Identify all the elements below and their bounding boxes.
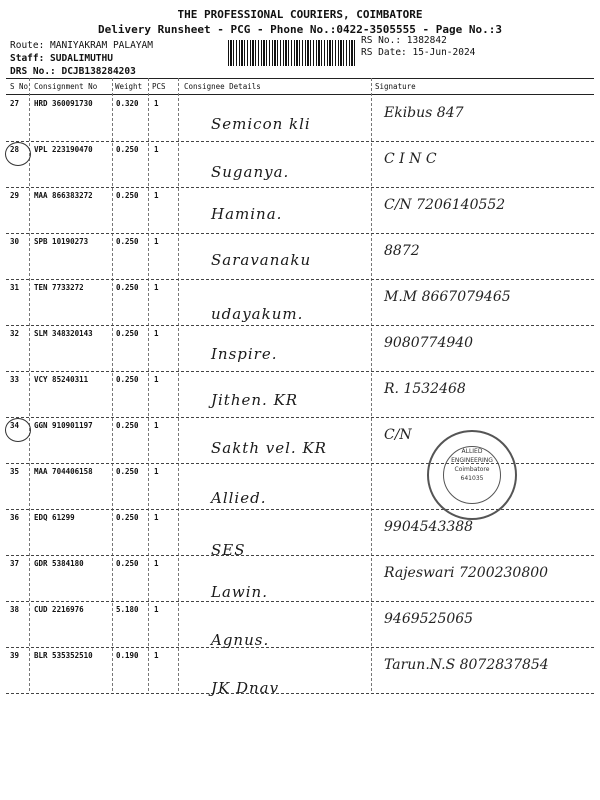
col-header-consignee: Consignee Details [184, 82, 261, 91]
col-header-sno: S No [10, 82, 29, 91]
row-consignee: Sakth vel. KR [211, 439, 327, 457]
row-signature: C I N C [384, 151, 437, 167]
row-weight: 0.250 [116, 237, 139, 246]
row-signature: C/N 7206140552 [384, 197, 506, 213]
row-pcs: 1 [154, 375, 159, 384]
row-consignment-no: HRD 360091730 [34, 99, 93, 108]
row-pcs: 1 [154, 145, 159, 154]
table-row [6, 141, 594, 188]
row-sno: 32 [10, 329, 20, 338]
row-signature: C/N [384, 427, 412, 443]
table-row [6, 371, 594, 418]
col-header-signature: Signature [375, 82, 416, 91]
rs-date: RS Date: 15-Jun-2024 [361, 47, 476, 58]
row-weight: 0.320 [116, 99, 139, 108]
row-consignee: Jithen. KR [211, 391, 299, 409]
row-pcs: 1 [154, 283, 159, 292]
table-row [6, 325, 594, 372]
row-weight: 0.250 [116, 559, 139, 568]
row-weight: 0.250 [116, 421, 139, 430]
table-row [6, 509, 594, 559]
row-consignee: Hamina. [211, 205, 283, 223]
row-consignee: SES [211, 541, 246, 559]
row-consignment-no: SLM 348320143 [34, 329, 93, 338]
company-stamp [427, 430, 517, 520]
row-sno: 36 [10, 513, 20, 522]
row-weight: 5.180 [116, 605, 139, 614]
col-header-consignment: Consignment No [34, 82, 98, 91]
row-pcs: 1 [154, 605, 159, 614]
row-consignment-no: MAA 704406158 [34, 467, 93, 476]
row-pcs: 1 [154, 651, 159, 660]
row-consignment-no: TEN 7733272 [34, 283, 84, 292]
row-weight: 0.190 [116, 651, 139, 660]
company-title: THE PROFESSIONAL COURIERS, COIMBATORE [177, 8, 423, 21]
row-consignee: Inspire. [211, 345, 278, 363]
row-sno: 39 [10, 651, 20, 660]
row-signature: Tarun.N.S 8072837854 [384, 657, 549, 673]
circle-mark [5, 142, 31, 166]
table-row [6, 233, 594, 280]
rs-number: RS No.: 1382842 [361, 35, 447, 46]
row-sno: 37 [10, 559, 20, 568]
row-consignee: Lawin. [211, 583, 268, 601]
row-pcs: 1 [154, 421, 159, 430]
row-pcs: 1 [154, 559, 159, 568]
row-weight: 0.250 [116, 145, 139, 154]
table-row [6, 601, 594, 648]
row-weight: 0.250 [116, 375, 139, 384]
row-consignee: udayakum. [211, 305, 304, 323]
row-consignee: Suganya. [211, 163, 290, 181]
table-row [6, 95, 594, 142]
barcode [228, 40, 356, 66]
table-row [6, 647, 594, 697]
stamp-line-3: 641035 [460, 475, 484, 482]
row-consignment-no: BLR 535352510 [34, 651, 93, 660]
staff-label: Staff: SUDALIMUTHU [10, 53, 113, 64]
row-sno: 35 [10, 467, 20, 476]
row-pcs: 1 [154, 513, 159, 522]
row-pcs: 1 [154, 467, 159, 476]
row-consignee: JK Dnav [211, 679, 280, 697]
row-consignment-no: VCY 85240311 [34, 375, 89, 384]
row-consignment-no: MAA 866383272 [34, 191, 93, 200]
row-signature: Rajeswari 7200230800 [384, 565, 549, 581]
table-row [6, 187, 594, 234]
row-signature: 9080774940 [384, 335, 474, 351]
row-consignment-no: VPL 223190470 [34, 145, 93, 154]
col-header-weight: Weight [115, 82, 143, 91]
table-top-rule [6, 78, 594, 79]
row-signature: Ekibus 847 [384, 105, 464, 121]
row-consignee: Semicon kli [211, 115, 311, 133]
row-signature: M.M 8667079465 [384, 289, 511, 305]
row-consignee: Saravanaku [211, 251, 312, 269]
row-weight: 0.250 [116, 513, 139, 522]
row-signature: 8872 [384, 243, 420, 259]
row-sno: 33 [10, 375, 20, 384]
row-pcs: 1 [154, 191, 159, 200]
row-sno: 27 [10, 99, 20, 108]
row-weight: 0.250 [116, 329, 139, 338]
circle-mark [5, 418, 31, 442]
row-consignment-no: GGN 910901197 [34, 421, 93, 430]
row-consignee: Allied. [211, 489, 267, 507]
row-sno: 28 [10, 145, 20, 154]
table-row [6, 555, 594, 602]
stamp-line-2: Coimbatore [454, 466, 490, 473]
stamp-line-1: ALLIED ENGINEERING [451, 448, 493, 464]
row-sno: 34 [10, 421, 20, 430]
row-weight: 0.250 [116, 191, 139, 200]
row-signature: 9469525065 [384, 611, 474, 627]
row-pcs: 1 [154, 99, 159, 108]
row-signature: 9904543388 [384, 519, 474, 535]
row-consignee: Agnus. [211, 631, 270, 649]
row-sno: 29 [10, 191, 20, 200]
route-label: Route: MANIYAKRAM PALAYAM [10, 40, 153, 51]
row-sno: 38 [10, 605, 20, 614]
row-sno: 30 [10, 237, 20, 246]
col-header-pcs: PCS [152, 82, 166, 91]
drs-label: DRS No.: DCJB138284203 [10, 66, 136, 77]
row-sno: 31 [10, 283, 20, 292]
row-pcs: 1 [154, 237, 159, 246]
row-pcs: 1 [154, 329, 159, 338]
table-row [6, 279, 594, 326]
runsheet-subtitle: Delivery Runsheet - PCG - Phone No.:0422-3505555 - Page No.:3 [98, 23, 502, 36]
row-consignment-no: SPB 10190273 [34, 237, 89, 246]
row-consignment-no: EDQ 61299 [34, 513, 75, 522]
row-signature: R. 1532468 [384, 381, 466, 397]
row-consignment-no: CUD 2216976 [34, 605, 84, 614]
row-consignment-no: GDR 5384180 [34, 559, 84, 568]
row-weight: 0.250 [116, 467, 139, 476]
row-weight: 0.250 [116, 283, 139, 292]
